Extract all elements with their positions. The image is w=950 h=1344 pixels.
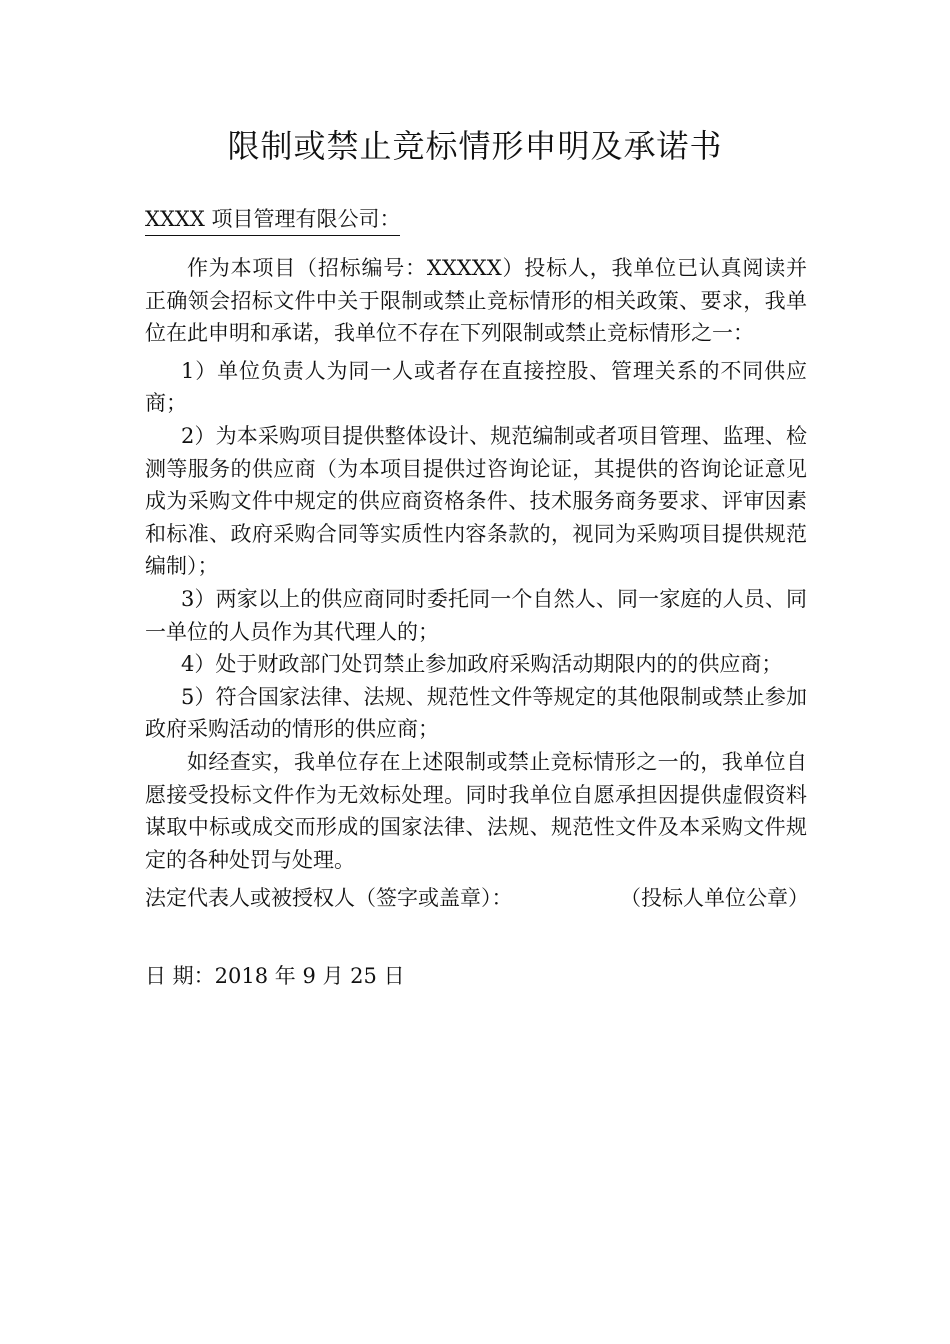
date-line: 日 期：2018 年 9 月 25 日 [145,964,405,988]
signature-label: 法定代表人或被授权人（签字或盖章）： [145,886,513,910]
condition-item-2: 2）为本采购项目提供整体设计、规范编制或者项目管理、监理、检测等服务的供应商（为本项目提供过咨询论证，其提供的咨询论证意见成为采购文件中规定的供应商资格条件、技术服务商务要求、评审因素和标准、政府采购合同等实质性内容条款的，视同为采购项目提供规范编制）； [145,423,807,579]
document-title: 限制或禁止竞标情形申明及承诺书 [227,127,723,165]
declaration-body [145,252,807,876]
condition-item-1: 1）单位负责人为同一人或者存在直接控股、管理关系的不同供应商； [145,358,807,416]
condition-item-3: 3）两家以上的供应商同时委托同一个自然人、同一家庭的人员、同一单位的人员作为其代理人的； [145,586,807,644]
addressee-line: XXXX 项目管理有限公司： [145,203,400,236]
company-seal-label: （投标人单位公章） [620,886,809,910]
intro-paragraph: 作为本项目（招标编号：XXXXX）投标人，我单位已认真阅读并正确领会招标文件中关于限制或禁止竞标情形的相关政策、要求，我单位在此申明和承诺，我单位不存在下列限制或禁止竞标情形之一： [145,256,807,346]
closing-paragraph: 如经查实，我单位存在上述限制或禁止竞标情形之一的，我单位自愿接受投标文件作为无效标处理。同时我单位自愿承担因提供虚假资料谋取中标或成交而形成的国家法律、法规、规范性文件及本采购文件规定的各种处罚与处理。 [145,749,807,872]
condition-item-4: 4）处于财政部门处罚禁止参加政府采购活动期限内的的供应商； [181,652,783,677]
condition-item-5: 5）符合国家法律、法规、规范性文件等规定的其他限制或禁止参加政府采购活动的情形的供应商； [145,684,807,742]
